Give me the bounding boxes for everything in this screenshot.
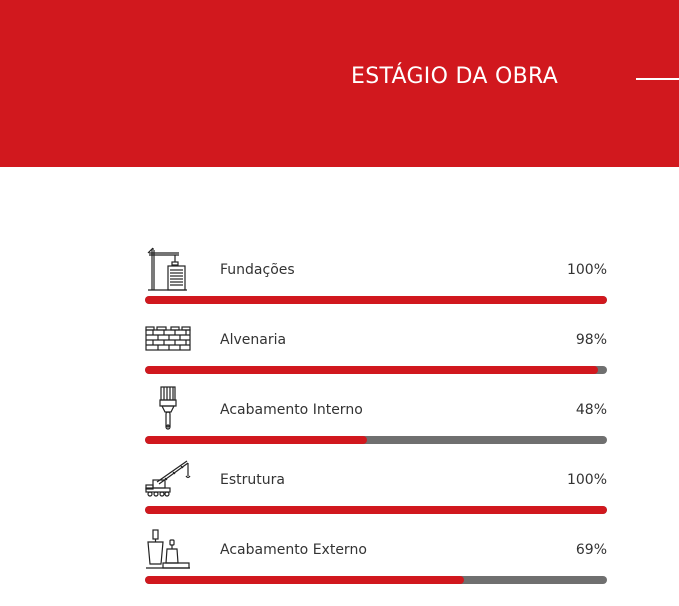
stage-label: Acabamento Externo — [220, 542, 367, 558]
stage-percent: 100% — [566, 472, 607, 488]
page-title: ESTÁGIO DA OBRA — [351, 64, 559, 89]
paint-brush-icon — [145, 386, 191, 432]
header-divider-line — [636, 78, 679, 80]
progress-bar-fill — [145, 506, 607, 514]
stage-item-fundacoes — [145, 246, 607, 316]
progress-bar-fill — [145, 436, 367, 444]
progress-bar — [145, 296, 607, 304]
progress-bar-fill — [145, 576, 464, 584]
crane-truck-icon — [145, 456, 191, 502]
brick-wall-icon — [145, 316, 191, 362]
progress-bar-fill — [145, 296, 607, 304]
stage-label: Alvenaria — [220, 332, 287, 348]
stage-item-acabamento-externo — [145, 526, 607, 596]
tower-crane-building-icon — [145, 246, 191, 292]
stage-item-estrutura — [145, 456, 607, 526]
stage-percent: 100% — [566, 262, 607, 278]
progress-bar — [145, 436, 607, 444]
progress-bar — [145, 576, 607, 584]
progress-bar — [145, 366, 607, 374]
stage-percent: 98% — [575, 332, 607, 348]
stage-label: Fundações — [220, 262, 295, 278]
stage-percent: 48% — [575, 402, 607, 418]
stage-item-alvenaria — [145, 316, 607, 386]
progress-bar-fill — [145, 366, 598, 374]
stage-label: Acabamento Interno — [220, 402, 363, 418]
page-header — [0, 0, 679, 167]
stage-item-acabamento-interno — [145, 386, 607, 456]
stage-label: Estrutura — [220, 472, 285, 488]
progress-bar — [145, 506, 607, 514]
plaster-tools-icon — [145, 526, 191, 572]
stage-percent: 69% — [575, 542, 607, 558]
